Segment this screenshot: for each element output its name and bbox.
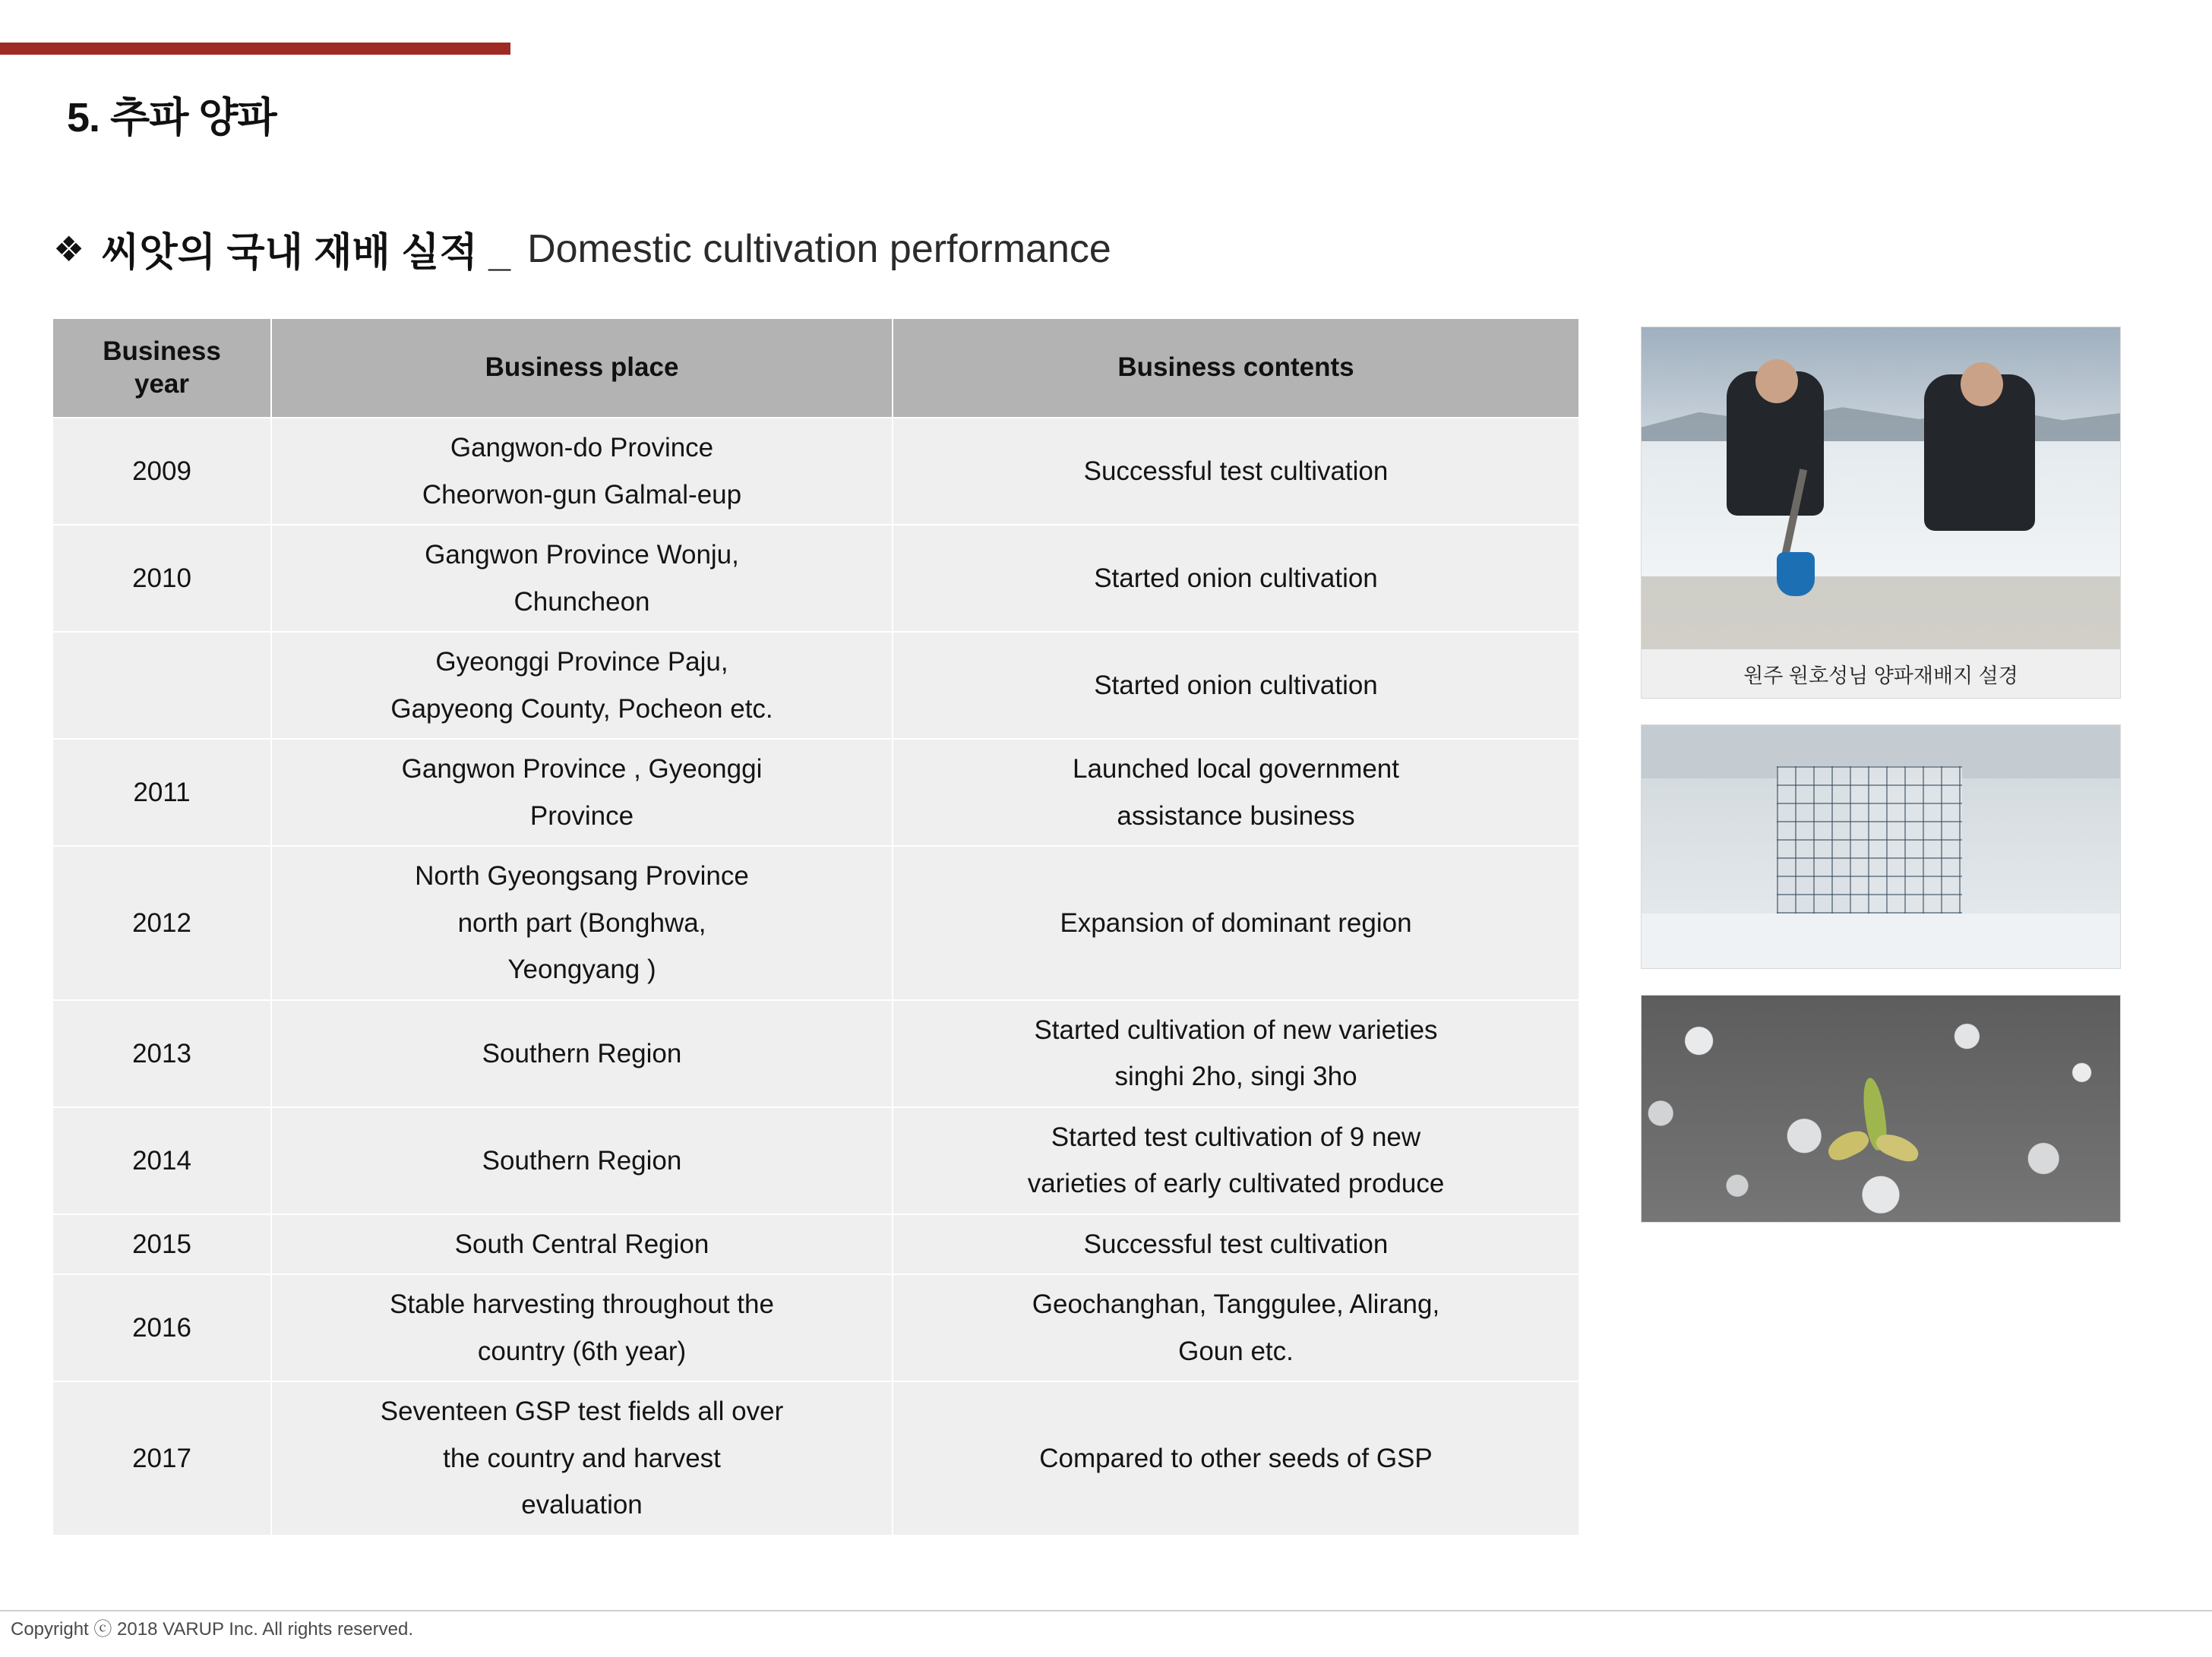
sprout-leaf — [1824, 1125, 1872, 1165]
cell-text-line: Compared to other seeds of GSP — [1039, 1443, 1433, 1473]
cell-text-line: Expansion of dominant region — [1060, 907, 1412, 938]
cell-text-line: Started test cultivation of 9 new — [1051, 1122, 1421, 1152]
table-row — [52, 846, 1579, 1000]
cell-text-line: Stable harvesting throughout the — [390, 1289, 774, 1320]
soil-strip — [1642, 576, 2120, 649]
footer-copyright: Copyright ⓒ 2018 VARUP Inc. All rights reserved. — [11, 1619, 414, 1640]
cell-text-line: Gapyeong County, Pocheon etc. — [390, 693, 773, 724]
cell-business-year — [52, 632, 271, 739]
cell-text-line: Started onion cultivation — [1094, 563, 1378, 594]
cell-text-line: the country and harvest — [443, 1443, 721, 1473]
cell-text-line: Geochanghan, Tanggulee, Alirang, — [1032, 1289, 1440, 1320]
person-head — [1755, 359, 1798, 403]
cell-text-line: north part (Bonghwa, — [457, 907, 706, 938]
subtitle-english: Domestic cultivation performance — [527, 226, 1111, 271]
table-header-row — [52, 318, 1579, 418]
cell-text-line: Successful test cultivation — [1083, 456, 1389, 487]
cell-business-contents — [893, 739, 1579, 846]
sprout-leaf — [1873, 1129, 1922, 1166]
cell-text-line: Started onion cultivation — [1094, 671, 1378, 701]
table-row — [52, 632, 1579, 739]
cell-business-year: 2011 — [52, 739, 271, 846]
cell-business-place — [271, 525, 893, 632]
cell-business-year: 2015 — [52, 1214, 271, 1275]
cell-text-line: South Central Region — [454, 1229, 709, 1259]
cell-business-place — [271, 1000, 893, 1107]
cell-text-line: Southern Region — [482, 1145, 682, 1176]
cell-business-place — [271, 632, 893, 739]
cell-business-contents — [893, 418, 1579, 525]
cultivation-performance-table — [52, 317, 1580, 1536]
cell-business-year: 2010 — [52, 525, 271, 632]
table-row — [52, 1274, 1579, 1381]
table-body — [52, 418, 1579, 1535]
cell-business-place — [271, 739, 893, 846]
cell-business-place — [271, 846, 893, 1000]
person-head — [1961, 362, 2003, 406]
cell-text-line: Started cultivation of new varieties — [1034, 1015, 1438, 1045]
cell-business-year: 2016 — [52, 1274, 271, 1381]
cell-text-line: Yeongyang ) — [507, 955, 656, 985]
cell-business-contents — [893, 1214, 1579, 1275]
photo-column — [1641, 327, 2121, 1223]
table-row — [52, 1381, 1579, 1535]
snow-foreground — [1642, 914, 2120, 968]
table-row — [52, 418, 1579, 525]
photo-snowfield — [1641, 327, 2121, 699]
cell-text-line: Chuncheon — [514, 586, 650, 617]
cell-business-contents — [893, 1107, 1579, 1214]
cell-text-line: Gangwon-do Province — [450, 433, 714, 463]
cell-text-line: Seventeen GSP test fields all over — [380, 1397, 784, 1427]
cell-text-line: Province — [529, 800, 634, 831]
cell-text-line: varieties of early cultivated produce — [1027, 1169, 1445, 1199]
cell-business-year: 2013 — [52, 1000, 271, 1107]
cell-text-line: country (6th year) — [477, 1336, 687, 1366]
diamond-bullet-icon: ❖ — [53, 229, 85, 269]
cell-text-line: Gangwon Province Wonju, — [425, 540, 739, 570]
cell-business-contents — [893, 1000, 1579, 1107]
cell-business-place — [271, 1214, 893, 1275]
cell-text-line: Successful test cultivation — [1083, 1229, 1389, 1259]
cell-text-line: Gangwon Province , Gyeonggi — [401, 754, 763, 784]
page-title: 5. 추파 양파 — [67, 95, 276, 140]
photo-ruler-in-snow — [1641, 724, 2121, 969]
table-row — [52, 739, 1579, 846]
shovel-blade-icon — [1777, 552, 1815, 596]
section-subtitle — [53, 220, 1111, 277]
cell-text-line: evaluation — [521, 1490, 643, 1520]
table-row — [52, 525, 1579, 632]
photo-onion-sprout — [1641, 995, 2121, 1223]
cell-text-line: Southern Region — [482, 1038, 682, 1068]
cell-text-line: Cheorwon-gun Galmal-eup — [422, 479, 742, 510]
sprout-icon — [1831, 1078, 1923, 1169]
cell-business-year: 2017 — [52, 1381, 271, 1535]
column-header-business-contents: Business contents — [893, 318, 1579, 418]
column-header-business-year: Business year — [52, 318, 271, 418]
measuring-grid-icon — [1777, 766, 1962, 918]
cell-text-line: North Gyeongsang Province — [415, 861, 749, 892]
cell-text-line: Gyeonggi Province Paju, — [435, 647, 728, 677]
footer-divider — [0, 1610, 2212, 1611]
photo-caption: 원주 원호성님 양파재배지 설경 — [1642, 649, 2120, 698]
cell-business-contents — [893, 1274, 1579, 1381]
title-accent-bar — [0, 43, 510, 55]
cell-business-contents — [893, 632, 1579, 739]
column-header-business-place: Business place — [271, 318, 893, 418]
cell-business-place — [271, 1381, 893, 1535]
cell-business-place — [271, 418, 893, 525]
cell-text-line: singhi 2ho, singi 3ho — [1114, 1062, 1357, 1092]
table-row — [52, 1214, 1579, 1275]
cell-text-line: Launched local government — [1072, 754, 1399, 784]
subtitle-korean: 씨앗의 국내 재배 실적 _ — [101, 231, 511, 275]
cell-business-contents — [893, 846, 1579, 1000]
cell-business-year: 2014 — [52, 1107, 271, 1214]
table-row — [52, 1000, 1579, 1107]
cell-business-contents — [893, 1381, 1579, 1535]
table-row — [52, 1107, 1579, 1214]
cell-business-contents — [893, 525, 1579, 632]
cell-text-line: assistance business — [1117, 800, 1355, 831]
cell-business-place — [271, 1274, 893, 1381]
cell-business-place — [271, 1107, 893, 1214]
cell-business-year: 2009 — [52, 418, 271, 525]
cell-business-year: 2012 — [52, 846, 271, 1000]
cell-text-line: Goun etc. — [1178, 1336, 1294, 1366]
